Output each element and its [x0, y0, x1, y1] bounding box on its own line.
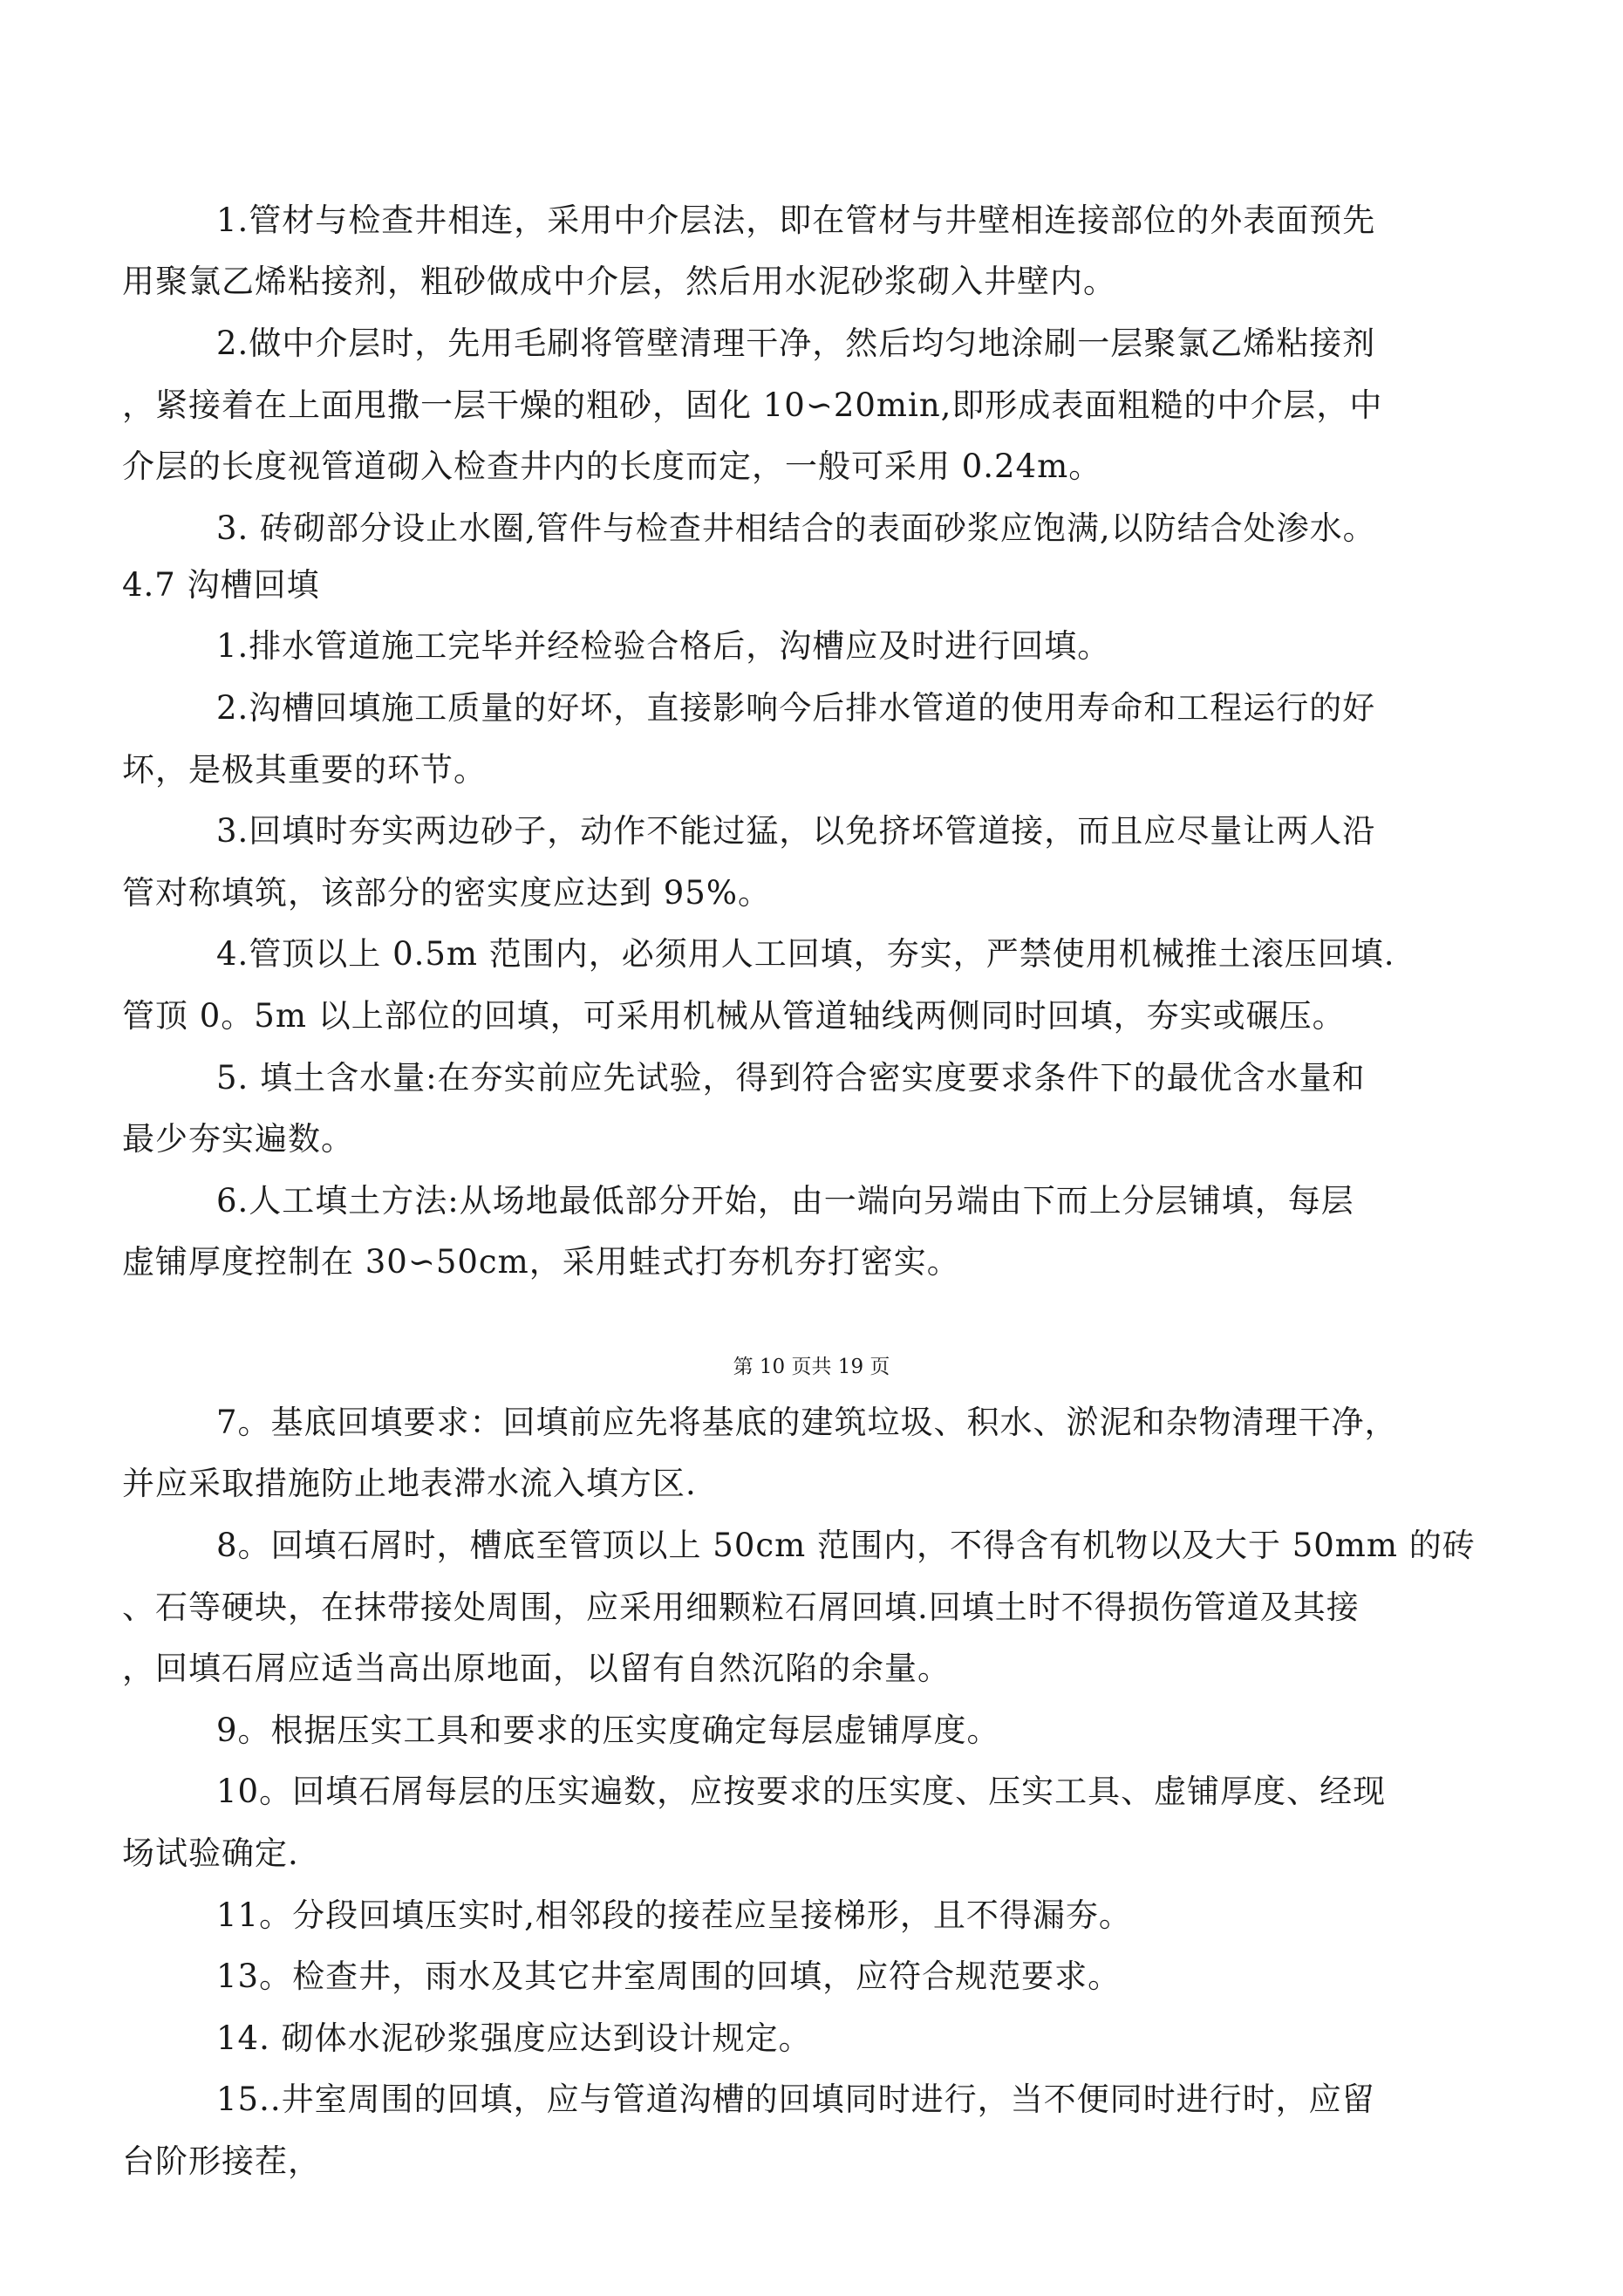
text-line: 14. 砌体水泥砂浆强度应达到设计规定。 — [216, 2019, 812, 2057]
text-line: 虚铺厚度控制在 30∽50cm，采用蛙式打夯机夯打密实。 — [122, 1243, 960, 1281]
text-line: ，回填石屑应适当高出原地面，以留有自然沉陷的余量。 — [122, 1650, 951, 1687]
text-line: 15..井室周围的回填，应与管道沟槽的回填同时进行，当不便同时进行时，应留 — [216, 2081, 1375, 2118]
text-line: 1.管材与检查井相连，采用中介层法，即在管材与井壁相连接部位的外表面预先 — [216, 202, 1376, 239]
text-line: 台阶形接茬， — [122, 2142, 321, 2180]
text-line: 4.管顶以上 0.5m 范围内，必须用人工回填，夯实，严禁使用机械推土滚压回填. — [216, 935, 1395, 973]
text-line: 13。检查井，雨水及其它井室周围的回填，应符合规范要求。 — [216, 1958, 1122, 1995]
text-line: 7。基底回填要求：回填前应先将基底的建筑垃圾、积水、淤泥和杂物清理干净， — [216, 1404, 1398, 1441]
text-line: 5. 填土含水量:在夯实前应先试验，得到符合密实度要求条件下的最优含水量和 — [216, 1059, 1366, 1097]
text-line: 6.人工填土方法:从场地最低部分开始，由一端向另端由下而上分层铺填，每层 — [216, 1182, 1354, 1220]
text-line: 3. 砖砌部分设止水圈,管件与检查井相结合的表面砂浆应饱满,以防结合处渗水。 — [216, 509, 1376, 547]
text-line: 1.排水管道施工完毕并经检验合格后，沟槽应及时进行回填。 — [216, 627, 1111, 665]
text-line: 11。分段回填压实时,相邻段的接茬应呈接梯形，且不得漏夯。 — [216, 1896, 1132, 1934]
text-line: 2.做中介层时，先用毛刷将管壁清理干净，然后均匀地涂刷一层聚氯乙烯粘接剂 — [216, 325, 1376, 362]
text-line: 管对称填筑，该部分的密实度应达到 95%。 — [122, 874, 771, 912]
text-line: 介层的长度视管道砌入检查井内的长度而定，一般可采用 0.24m。 — [122, 448, 1102, 485]
text-line: 最少夯实遍数。 — [122, 1120, 354, 1158]
text-line: ，紧接着在上面甩撒一层干燥的粗砂，固化 10∽20min,即形成表面粗糙的中介层，中 — [122, 386, 1383, 424]
text-line: 坏，是极其重要的环节。 — [122, 751, 487, 789]
section-title: 4.7 沟槽回填 — [122, 566, 320, 604]
text-line: 、石等硬块，在抹带接处周围，应采用细颗粒石屑回填.回填土时不得损伤管道及其接 — [122, 1589, 1360, 1626]
text-line: 9。根据压实工具和要求的压实度确定每层虚铺厚度。 — [216, 1712, 1000, 1749]
text-line: 管顶 0。5m 以上部位的回填，可采用机械从管道轴线两侧同时回填，夯实或碾压。 — [122, 997, 1346, 1035]
text-line: 2.沟槽回填施工质量的好坏，直接影响今后排水管道的使用寿命和工程运行的好 — [216, 689, 1376, 727]
text-line: 3.回填时夯实两边砂子，动作不能过猛，以免挤坏管道接，而且应尽量让两人沿 — [216, 812, 1376, 850]
text-line: 场试验确定. — [122, 1835, 299, 1872]
page-footer: 第 10 页共 19 页 — [733, 1356, 890, 1378]
text-line: 并应采取措施防止地表滞水流入填方区. — [122, 1465, 697, 1502]
text-line: 10。回填石屑每层的压实遍数，应按要求的压实度、压实工具、虚铺厚度、经现 — [216, 1773, 1387, 1810]
text-line: 8。回填石屑时，槽底至管顶以上 50cm 范围内，不得含有机物以及大于 50mm 的砖 — [216, 1527, 1476, 1564]
text-line: 用聚氯乙烯粘接剂，粗砂做成中介层，然后用水泥砂浆砌入井壁内。 — [122, 263, 1116, 300]
